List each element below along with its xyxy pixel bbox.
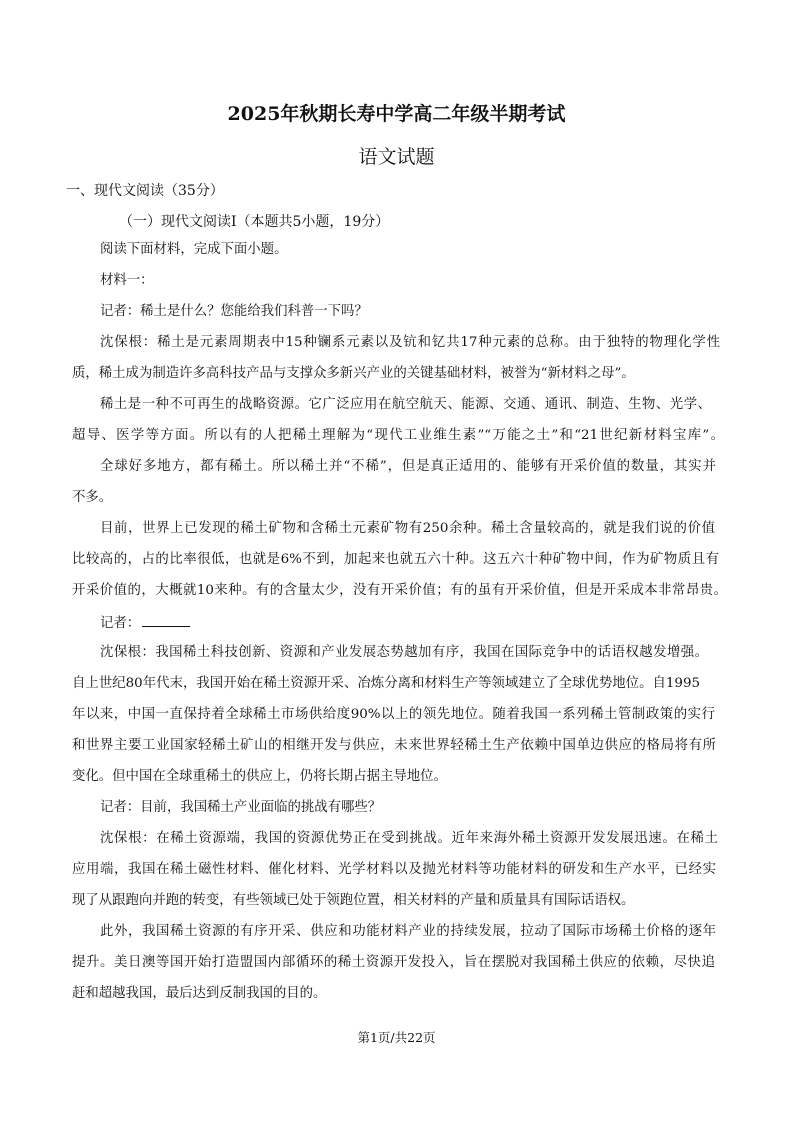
paragraph-line: 赶和超越我国，最后达到反制我国的目的。	[72, 986, 327, 1001]
paragraph-line: 此外，我国稀土资源的有序开采、供应和功能材料产业的持续发展，拉动了国际市场稀土价格的逐年	[100, 924, 716, 939]
reporter-question-1: 记者：稀土是什么？您能给我们科普一下吗？	[100, 304, 368, 319]
paragraph-line: 全球好多地方，都有稀土。所以稀土并“不稀”，但是真正适用的、能够有开采价值的数量，其实并	[100, 459, 716, 474]
paragraph-line: 沈保根：稀土是元素周期表中15种镧系元素以及钪和钇共17种元素的总称。由于独特的物理化学性	[100, 335, 720, 350]
answer-blank	[142, 614, 190, 627]
instruction-line: 阅读下面材料，完成下面小题。	[100, 242, 288, 257]
paragraph-line: 沈保根：在稀土资源端，我国的资源优势正在受到挑战。近年来海外稀土资源开发发展迅速。在稀土	[100, 831, 718, 846]
paragraph-line: 开采价值的，大概就10来种。有的含量太少，没有开采价值；有的虽有开采价值，但是开采成本非常昂贵。	[72, 583, 727, 598]
paragraph-line: 应用端，我国在稀土磁性材料、催化材料、光学材料以及抛光材料等功能材料的研发和生产水平，已经实	[72, 862, 716, 877]
paragraph-line: 稀土是一种不可再生的战略资源。它广泛应用在航空航天、能源、交通、通讯、制造、生物、光学、	[100, 397, 711, 412]
reporter-question-2: 记者：目前，我国稀土产业面临的挑战有哪些？	[100, 800, 382, 815]
material-label: 材料一：	[100, 273, 154, 288]
paragraph-line: 和世界主要工业国家轻稀土矿山的相继开发与供应，未来世界轻稀土生产依赖中国单边供应的格局将有所	[72, 738, 716, 753]
reporter-label: 记者：	[100, 616, 141, 631]
paragraph-line: 变化。但中国在全球重稀土的供应上，仍将长期占据主导地位。	[72, 769, 447, 784]
section-heading: 一、现代文阅读（35分）	[66, 183, 224, 199]
exam-title: 2025年秋期长寿中学高二年级半期考试	[227, 103, 566, 125]
paragraph-line: 不多。	[72, 490, 113, 505]
reporter-blank-line	[100, 614, 190, 632]
paragraph-line: 现了从跟跑向并跑的转变，有些领域已处于领跑位置，相关材料的产量和质量具有国际话语权。	[72, 893, 635, 908]
page-footer: 第1页/共22页	[357, 1030, 436, 1045]
paragraph-line: 目前，世界上已发现的稀土矿物和含稀土元素矿物有250余种。稀土含量较高的，就是我们说的价值	[100, 521, 715, 536]
subsection-heading: （一）现代文阅读Ⅰ（本题共5小题，19分）	[119, 214, 390, 230]
paragraph-line: 提升。美日澳等国开始打造盟国内部循环的稀土资源开发投入，旨在摆脱对我国稀土供应的依赖，尽快追	[72, 955, 715, 970]
paragraph-line: 年以来，中国一直保持着全球稀土市场供给度90%以上的领先地位。随着我国一系列稀土管制政策的实行	[72, 707, 715, 722]
paragraph-line: 超导、医学等方面。所以有的人把稀土理解为“现代工业维生素”“万能之土”和“21世纪新材料宝库”。	[72, 428, 724, 443]
exam-subtitle: 语文试题	[358, 146, 435, 168]
paragraph-line: 自上世纪80年代末，我国开始在稀土资源开采、冶炼分离和材料生产等领域建立了全球优势地位。自1995	[72, 676, 700, 691]
paragraph-line: 质，稀土成为制造许多高科技产品与支撑众多新兴产业的关键基础材料，被誉为“新材料之母”。	[72, 366, 635, 381]
paragraph-line: 沈保根：我国稀土科技创新、资源和产业发展态势越加有序，我国在国际竞争中的话语权越发增强。	[100, 645, 708, 660]
paragraph-line: 比较高的，占的比率很低，也就是6%不到，加起来也就五六十种。这五六十种矿物中间，作为矿物质且有	[72, 552, 719, 567]
